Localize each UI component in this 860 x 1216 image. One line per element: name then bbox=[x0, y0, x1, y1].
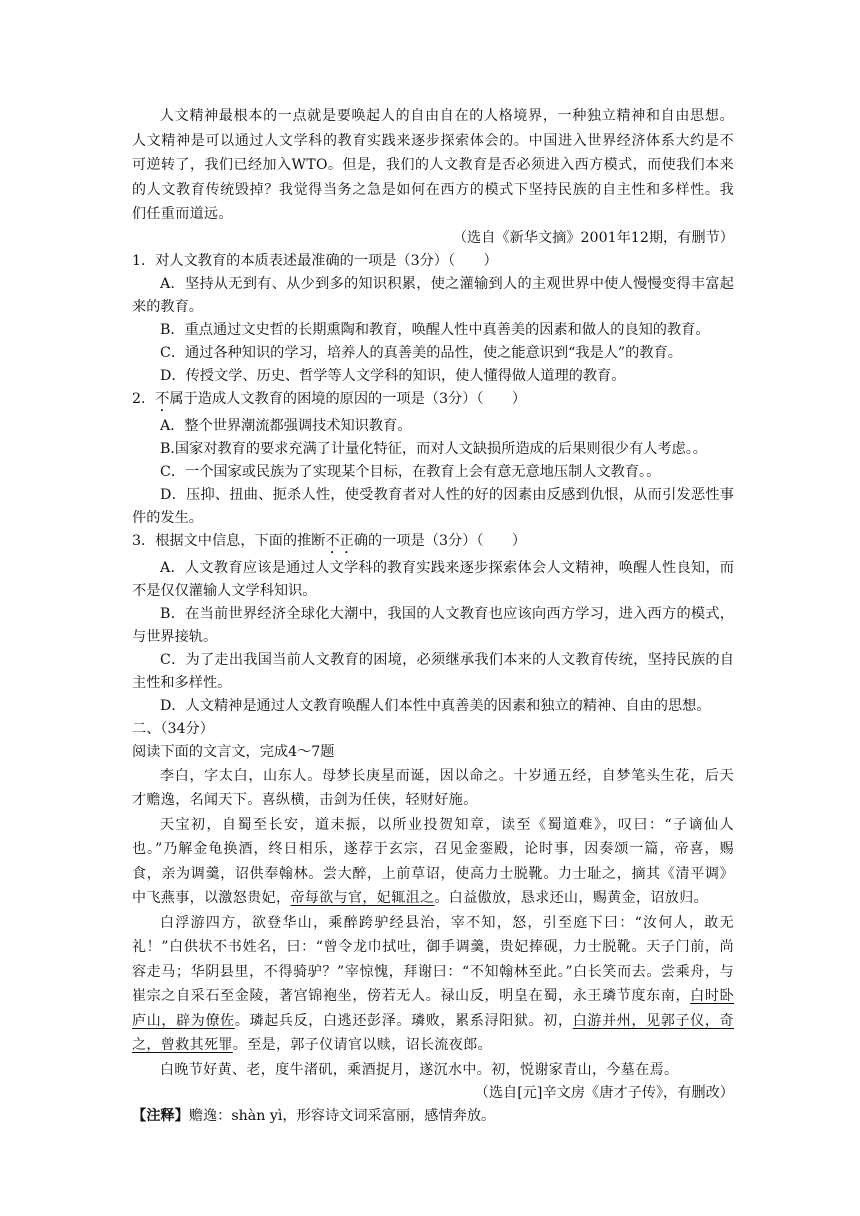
question-2-option-d: D．压抑、扭曲、扼杀人性，使受教育者对人性的好的因素由反感到仇恨，从而引发恶性事件的发生。 bbox=[132, 486, 734, 526]
section-heading: 二、（34分） bbox=[132, 720, 214, 737]
classical-paragraph-4: 白晚节好黄、老，度牛渚矶，乘酒捉月，遂沉水中。初，悦谢家青山，今墓在焉。 bbox=[160, 1061, 679, 1078]
question-3-stem-post: 确的一项是（3分）（ ） bbox=[353, 532, 527, 549]
question-1-option-c: C．通过各种知识的学习，培养人的真善美的品性，使之能意识到“我是人”的教育。 bbox=[160, 344, 682, 361]
classical-text: 天宝初，自蜀至长安，道未振，以所业投贺知章，读至《蜀道难》，叹曰：“子谪仙人也。”乃解金龟换酒，终日相乐，遂荐于玄宗，召见金銮殿，论时事，因奏颂一篇，帝喜，赐食，亲为调羹，诏供奉翰林。尝大醉，上前草诏，使高力士脱靴。力士耻之，摘其《清平调》中飞燕事，以激怒贵妃， bbox=[132, 816, 734, 906]
question-2-option-b: B.国家对教育的要求充满了计量化特征，而对人文缺损所造成的后果则很少有人考虑。。 bbox=[160, 440, 707, 457]
note-label: 【注释】 bbox=[132, 1108, 189, 1124]
question-2-option-a: A．整个世界潮流都强调技术知识教育。 bbox=[160, 417, 412, 434]
underlined-sentence: 帝每欲与官，妃辄沮之 bbox=[290, 890, 435, 906]
classical-text: 。至是，郭子仪请官以赎，诏长流夜郎。 bbox=[232, 1037, 493, 1053]
question-3-stem-pre: 3．根据文中信息，下面的推断 bbox=[132, 532, 326, 549]
question-3-option-b: B．在当前世界经济全球化大潮中，我国的人文教育也应该向西方学习，进入西方的模式，与世界接轨。 bbox=[132, 605, 734, 645]
question-2-number: 2． bbox=[132, 390, 156, 407]
note-text: 赡逸：shàn yì，形容诗文词采富丽，感情奔放。 bbox=[188, 1108, 496, 1124]
question-1-stem: 1．对人文教育的本质表述最准确的一项是（3分）（ ） bbox=[132, 252, 498, 269]
text-column bbox=[132, 104, 734, 1128]
question-3-stem bbox=[132, 530, 734, 557]
question-2-stem-text: 属于造成人文教育的困境的原因的一项是（3分）（ ） bbox=[169, 390, 527, 407]
classical-text: 。白益傲放，恳求还山，赐黄金，诏放归。 bbox=[434, 890, 709, 906]
underlined-sentence: 白时卧庐山，辟为僚佐 bbox=[132, 988, 734, 1029]
question-1-option-b: B．重点通过文史哲的长期熏陶和教育，唤醒人性中真善美的因素和做人的良知的教育。 bbox=[160, 321, 710, 338]
classical-text: 白浮游四方，欲登华山，乘醉跨驴经县治，宰不知，怒，引至庭下曰：“汝何人，敢无礼！”白供状不书姓名，曰：“曾令龙巾拭吐，御手调羹，贵妃捧砚，力士脱靴。天子门前，尚容走马；华阴县里，不得骑驴？”宰惊愧，拜谢曰：“不知翰林至此。”白长笑而去。尝乘舟，与崔宗之自采石至金陵，著宫锦袍坐，傍若无人。禄山反，明皇在蜀，永王璘节度东南， bbox=[132, 914, 734, 1004]
passage-paragraph: 人文精神最根本的一点就是要唤起人的自由自在的人格境界，一种独立精神和自由思想。人文精神是可以通过人文学科的教育实践来逐步探索体会的。中国进入世界经济体系大约是不可逆转了，我们已经加入WTO。但是，我们的人文教育是否必须进入西方模式，而使我们本来的人文教育传统毁掉？我觉得当务之急是如何在西方的模式下坚持民族的自主性和多样性。我们任重而道远。 bbox=[132, 108, 734, 222]
emphasis-marked-text: 不 bbox=[155, 390, 170, 407]
question-2-stem bbox=[132, 388, 734, 415]
question-3-option-a: A．人文教育应该是通过人文学科的教育实践来逐步探索体会人文精神，唤醒人性良知，而不是仅仅灌输人文学科知识。 bbox=[132, 559, 734, 599]
underlined-sentence: 白游并州，见郭子仪，奇之，曾救其死罪 bbox=[132, 1012, 734, 1053]
question-1-option-a: A．坚持从无到有、从少到多的知识积累，使之灌输到人的主观世界中使人慢慢变得丰富起来的教育。 bbox=[132, 275, 734, 315]
classical-paragraph-2 bbox=[132, 813, 734, 911]
question-3-option-d: D．人文精神是通过人文教育唤醒人们本性中真善美的因素和独立的精神、自由的思想。 bbox=[160, 697, 711, 714]
question-3-option-c: C．为了走出我国当前人文教育的困境，必须继承我们本来的人文教育传统，坚持民族的自主性和多样性。 bbox=[132, 651, 734, 691]
annotation-note bbox=[132, 1105, 734, 1128]
question-1-option-d: D．传授文学、历史、哲学等人文学科的知识，使人懂得做人道理的教育。 bbox=[160, 367, 626, 384]
source-citation: （选自《新华文摘》2001年12期，有删节） bbox=[452, 229, 734, 246]
classical-text: 。璘起兵反，白逃还彭泽。璘败，累系浔阳狱。初， bbox=[234, 1012, 573, 1029]
classical-paragraph-1: 李白，字太白，山东人。母梦长庚星而诞，因以命之。十岁通五经，自梦笔头生花，后天才赡逸，名闻天下。喜纵横，击剑为任侠，轻财好施。 bbox=[132, 767, 734, 808]
emphasis-marked-text: 不正 bbox=[325, 532, 354, 549]
classical-paragraph-3 bbox=[132, 911, 734, 1058]
reading-instruction: 阅读下面的文言文，完成4～7题 bbox=[132, 743, 335, 760]
question-2-option-c: C．一个国家或民族为了实现某个目标，在教育上会有意无意地压制人文教育。。 bbox=[160, 463, 661, 480]
source-citation: （选自[元]辛文房《唐才子传》，有删改） bbox=[474, 1085, 734, 1101]
